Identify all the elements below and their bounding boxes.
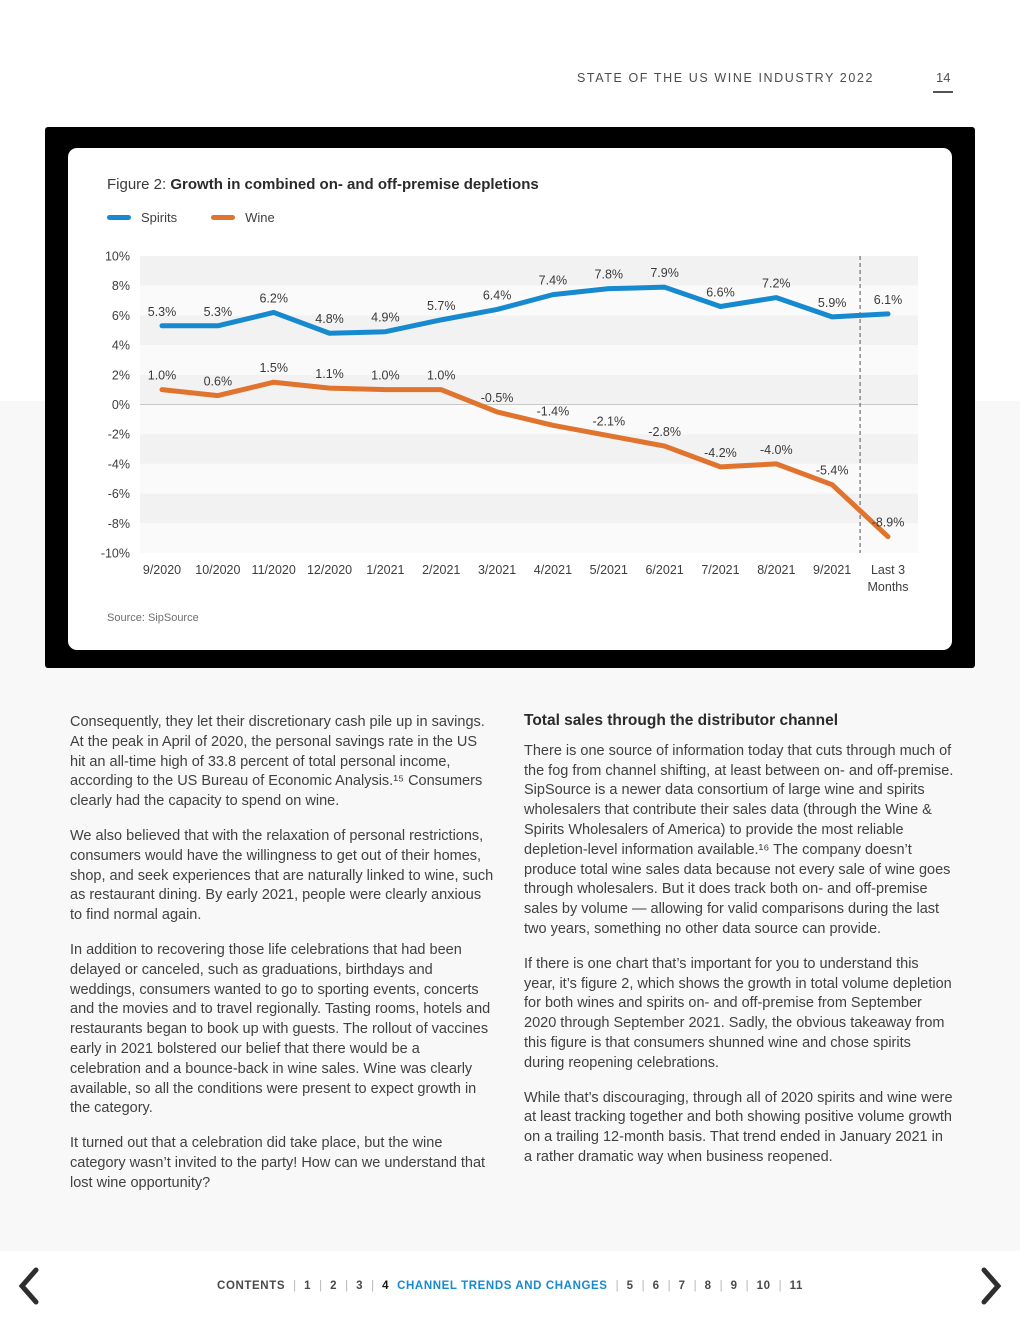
paragraph: While that’s discouraging, through all of 2020 spirits and wine were at least tracking together and both showing positive volume growth on a trailing 12-month basis. That trend ended in January 2021 in a rather dramatic way when business reopened. <box>524 1089 953 1165</box>
x-axis-tick-label: 10/2020 <box>195 563 241 577</box>
figure-title-main: Growth in combined on- and off-premise depletions <box>170 176 539 193</box>
x-axis-tick-label: 8/2021 <box>757 563 796 577</box>
plot-band <box>140 345 918 375</box>
spirits-data-label: 4.8% <box>315 312 344 327</box>
footer-nav-item[interactable]: 9 <box>730 1280 738 1292</box>
footer-nav-item[interactable]: 3 <box>356 1280 364 1292</box>
x-axis-tick-label: 9/2021 <box>813 563 852 577</box>
spirits-data-label: 7.8% <box>594 267 624 282</box>
chart-legend <box>107 210 275 225</box>
paragraph: In addition to recovering those life celebrations that had been delayed or canceled, such as graduations, birthdays and weddings, consumers wanted to go to sporting events, concerts and the movies and to travel regionally. Tasting rooms, hotels and restaurants began to book up with guests. The rollout of vaccines early in 2021 bolstered our belief that there would be a celebration and a bounce-back in wine sales. Wine was clearly available, so all the conditions were present to expect growth in the category. <box>70 941 491 1117</box>
y-axis-tick-label: -4% <box>107 457 130 472</box>
spirits-data-label: 7.4% <box>538 273 568 288</box>
legend-label-wine: Wine <box>245 210 275 225</box>
footer-nav-item[interactable]: 2 <box>330 1280 338 1292</box>
wine-data-label: -2.1% <box>592 414 626 429</box>
y-axis-tick-label: -6% <box>107 487 130 502</box>
x-axis-tick-label: Months <box>867 580 909 594</box>
footer-nav-item[interactable]: 8 <box>704 1280 712 1292</box>
x-axis-tick-label: 6/2021 <box>645 563 684 577</box>
footer-separator: | <box>293 1280 297 1292</box>
wine-data-label: 1.0% <box>371 368 400 383</box>
report-header-title: STATE OF THE US WINE INDUSTRY 2022 <box>576 71 874 85</box>
spirits-data-label: 7.2% <box>762 276 791 291</box>
footer-separator: | <box>778 1280 782 1292</box>
footer-nav-item[interactable]: 1 <box>304 1280 312 1292</box>
footer-separator: | <box>641 1280 645 1292</box>
y-axis-tick-label: 6% <box>111 308 130 323</box>
x-axis-tick-label: 5/2021 <box>589 563 628 577</box>
plot-band <box>140 434 918 464</box>
plot-band <box>140 523 918 553</box>
x-axis-tick-label: 7/2021 <box>701 563 740 577</box>
x-axis-tick-label: 2/2021 <box>422 563 461 577</box>
paragraph: Consequently, they let their discretionary cash pile up in savings. At the peak in April of 2020, the personal savings rate in the US hit an all-time high of 33.8 percent of total personal income, according to the US Bureau of Economic Analysis.¹⁵ Consumers clearly had the capacity to spend on wine. <box>70 714 485 810</box>
wine-data-label: -0.5% <box>480 390 514 405</box>
paragraph: We also believed that with the relaxation of personal restrictions, consumers would have the willingness to get out of their homes, shop, and seek experiences that are naturally linked to wine, such as restaurant dining. By early 2021, people were clearly anxious to find normal again. <box>70 827 494 924</box>
footer-separator: | <box>745 1280 749 1292</box>
x-axis-tick-label: 1/2021 <box>366 563 405 577</box>
legend-item-wine <box>211 210 275 225</box>
plot-band <box>140 464 918 494</box>
y-axis-tick-label: 0% <box>111 398 130 412</box>
figure-title <box>107 176 539 193</box>
y-axis-tick-label: 10% <box>104 249 130 264</box>
footer-nav-item[interactable]: 6 <box>652 1280 660 1292</box>
footer-separator: | <box>345 1280 349 1292</box>
figure-frame <box>45 127 975 668</box>
footer-separator: | <box>719 1280 723 1292</box>
y-axis-tick-label: 2% <box>111 368 130 383</box>
spirits-data-label: 5.9% <box>817 295 847 310</box>
x-axis-tick-label: 12/2020 <box>306 563 353 577</box>
y-axis-tick-label: 8% <box>111 279 130 294</box>
footer-nav-item[interactable]: 10 <box>756 1280 771 1292</box>
section-heading: Total sales through the distributor channel <box>524 712 839 729</box>
body-column-left <box>70 713 494 1209</box>
plot-band <box>140 494 918 524</box>
wine-data-label: -5.4% <box>815 463 849 478</box>
paragraph: It turned out that a celebration did take place, but the wine category wasn’t invited to the party! How can we understand that lost wine opportunity? <box>70 1135 486 1191</box>
plot-band <box>140 256 918 286</box>
footer-nav-item[interactable]: 11 <box>789 1280 803 1292</box>
wine-data-label: 1.1% <box>315 367 344 382</box>
wine-data-label: -4.0% <box>759 442 793 457</box>
body-column-right <box>524 711 954 1183</box>
footer-separator: | <box>319 1280 323 1292</box>
footer-separator: | <box>693 1280 697 1292</box>
spirits-data-label: 5.3% <box>203 304 233 319</box>
wine-data-label: -1.4% <box>536 404 570 419</box>
figure-title-prefix: Figure 2: <box>107 176 171 193</box>
x-axis-tick-label: 11/2020 <box>251 563 296 577</box>
wine-data-label: 1.0% <box>426 368 456 383</box>
y-axis-tick-label: -8% <box>107 516 130 531</box>
depletions-line-chart <box>68 238 952 598</box>
footer-separator: | <box>371 1280 375 1292</box>
wine-data-label: -8.9% <box>871 515 905 530</box>
legend-label-spirits: Spirits <box>141 210 178 225</box>
y-axis-tick-label: -10% <box>100 546 130 561</box>
chart-source: Source: SipSource <box>107 612 199 624</box>
legend-item-spirits <box>107 210 177 225</box>
wine-data-label: 0.6% <box>203 374 233 389</box>
x-axis-tick-label: 3/2021 <box>477 563 517 577</box>
footer-current-section-title: CHANNEL TRENDS AND CHANGES <box>397 1280 608 1292</box>
figure-panel <box>68 148 952 650</box>
paragraph: There is one source of information today that cuts through much of the fog from channel shifting, at least between on- and off-premise. SipSource is a newer data consortium of large wine and spirits wholesalers that contribute their sales data (through the Wine & Spirits Wholesalers of America) to provide the most reliable depletion-level information available.¹⁶ The company doesn’t produce total wine sales data because not every sale of wine goes through wholesalers. But it does track both on- and off-premise sales by volume — allowing for valid comparisons during the last two years, something no other data source can provide. <box>524 742 954 937</box>
spirits-data-label: 6.6% <box>706 285 735 300</box>
spirits-data-label: 6.2% <box>259 291 288 306</box>
page-number: 14 <box>933 70 953 93</box>
footer-nav-item[interactable]: 5 <box>626 1280 634 1292</box>
wine-data-label: 1.5% <box>259 361 288 376</box>
footer-separator: | <box>667 1280 671 1292</box>
spirits-data-label: 7.9% <box>650 266 679 281</box>
spirits-data-label: 4.9% <box>371 310 400 325</box>
spirits-data-label: 5.7% <box>426 298 456 313</box>
footer-separator: | <box>615 1280 619 1292</box>
spirits-data-label: 6.4% <box>482 288 512 303</box>
wine-swatch-icon <box>211 215 235 220</box>
spirits-swatch-icon <box>107 215 131 220</box>
footer-nav-item[interactable]: CONTENTS <box>217 1280 286 1292</box>
y-axis-tick-label: -2% <box>107 427 130 442</box>
wine-data-label: -2.8% <box>648 425 681 440</box>
spirits-data-label: 5.3% <box>147 304 177 319</box>
wine-data-label: -4.2% <box>704 445 737 460</box>
x-axis-tick-label: 4/2021 <box>533 563 573 577</box>
y-axis-tick-label: 4% <box>111 338 130 353</box>
paragraph: If there is one chart that’s important for you to understand this year, it’s figure 2, which shows the growth in total volume depletion for both wines and spirits on- and off-premise from September 2020 through September 2021. Sadly, the obvious takeaway from this figure is that consumers shunned wine and chose spirits during reopening celebrations. <box>524 955 952 1071</box>
x-axis-tick-label: 9/2020 <box>142 563 182 577</box>
plot-band <box>140 315 918 345</box>
footer-current-section-number: 4 <box>382 1280 390 1292</box>
x-axis-tick-label: Last 3 <box>870 563 906 577</box>
wine-data-label: 1.0% <box>147 368 177 383</box>
footer-pagination <box>0 1280 1020 1292</box>
footer-nav-item[interactable]: 7 <box>678 1280 686 1292</box>
spirits-data-label: 6.1% <box>873 292 903 307</box>
plot-band <box>140 375 918 405</box>
